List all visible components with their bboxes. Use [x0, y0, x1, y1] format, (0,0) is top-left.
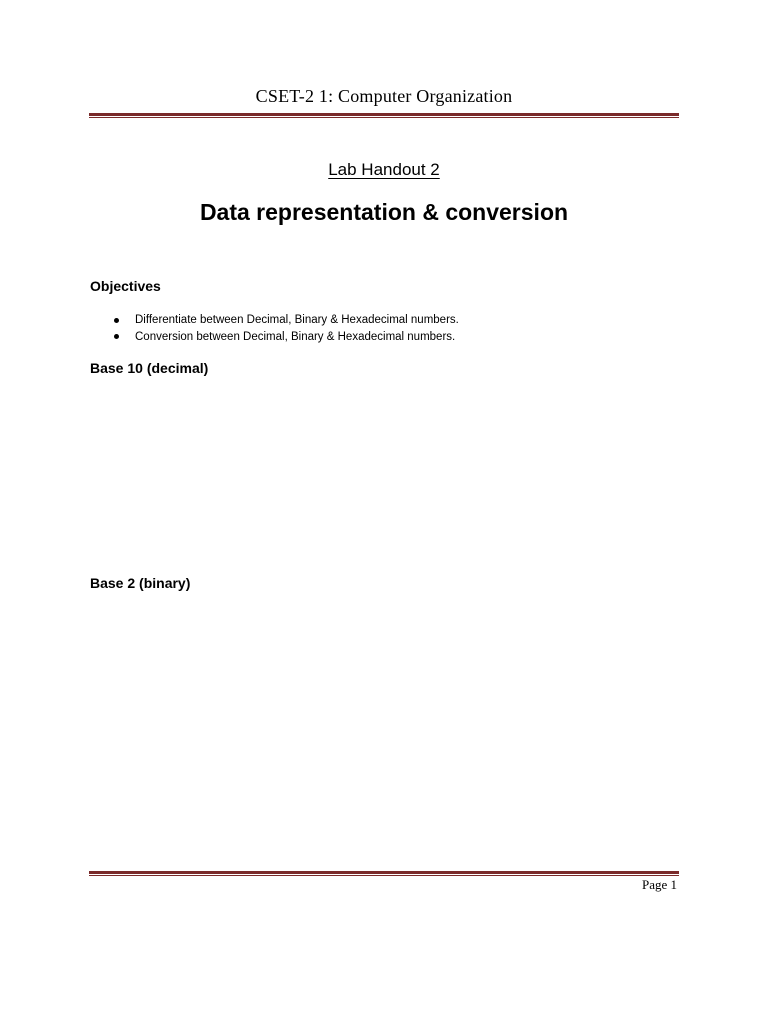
header-rule [89, 113, 679, 119]
page-number: Page 1 [641, 877, 677, 892]
document-title: Data representation & conversion [199, 199, 569, 225]
footer-rule-thick [89, 871, 679, 874]
header-rule-thick [89, 113, 679, 116]
objectives-list [112, 312, 459, 345]
header-rule-thin [89, 117, 679, 118]
objective-item [112, 312, 459, 329]
footer-rule-thin [89, 875, 679, 876]
objectives-heading: Objectives [90, 278, 161, 294]
base2-heading: Base 2 (binary) [90, 575, 191, 591]
objective-text: Differentiate between Decimal, Binary & Hexadecimal numbers. [135, 314, 459, 326]
objective-item [112, 329, 459, 346]
footer-rule [89, 871, 679, 877]
objective-text: Conversion between Decimal, Binary & Hexadecimal numbers. [135, 330, 456, 343]
base10-heading: Base 10 (decimal) [90, 360, 209, 376]
bullet-icon [114, 334, 119, 339]
lab-handout-label: Lab Handout 2 [328, 160, 440, 179]
header-title: CSET-2 1: Computer Organization [255, 86, 513, 106]
bullet-icon [114, 318, 119, 323]
